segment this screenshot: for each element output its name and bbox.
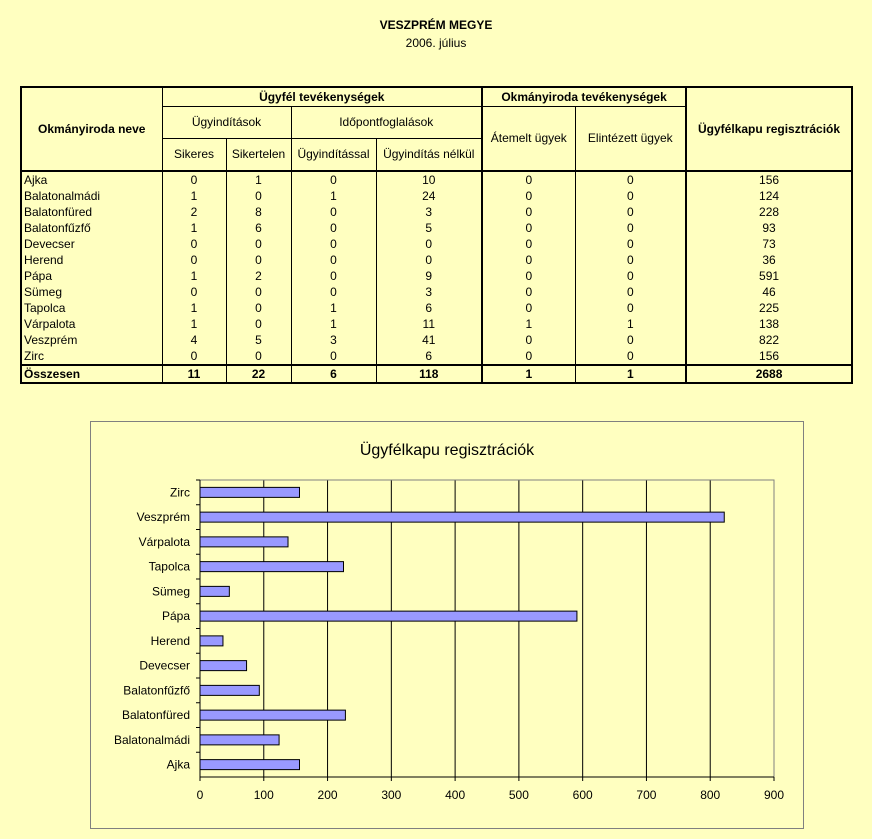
value-cell: 11 [162,365,226,383]
value-cell: 1 [162,220,226,236]
value-cell: 0 [482,348,575,365]
value-cell: 0 [575,300,686,316]
value-cell: 41 [376,332,482,348]
value-cell: 0 [482,188,575,204]
table-row [21,316,852,332]
table-row [21,268,852,284]
bar-ajka [200,760,299,770]
office-name-cell: Pápa [21,268,162,284]
value-cell: 46 [686,284,852,300]
value-cell: 0 [376,252,482,268]
plot-area [200,480,774,777]
x-tick-label: 400 [445,788,466,802]
value-cell: 0 [226,284,291,300]
header-completed: Elintézett ügyek [575,106,686,171]
bar-várpalota [200,537,288,547]
value-cell: 0 [162,236,226,252]
value-cell: 3 [376,204,482,220]
value-cell: 156 [686,348,852,365]
value-cell: 1 [162,188,226,204]
header-success: Sikeres [162,138,226,171]
x-tick-label: 100 [253,788,274,802]
x-tick-label: 300 [381,788,402,802]
value-cell: 0 [575,268,686,284]
x-tick-label: 700 [636,788,657,802]
office-name-cell: Összesen [21,365,162,383]
value-cell: 73 [686,236,852,252]
value-cell: 0 [482,300,575,316]
total-row [21,365,852,383]
value-cell: 1 [482,365,575,383]
value-cell: 822 [686,332,852,348]
value-cell: 0 [575,188,686,204]
x-tick-label: 200 [317,788,338,802]
value-cell: 6 [291,365,376,383]
value-cell: 0 [482,332,575,348]
value-cell: 0 [575,236,686,252]
bar-tapolca [200,562,344,572]
value-cell: 1 [575,316,686,332]
value-cell: 0 [226,236,291,252]
value-cell: 4 [162,332,226,348]
value-cell: 0 [482,204,575,220]
office-name-cell: Ajka [21,171,162,188]
bar-balatonfüred [200,710,345,720]
table-row [21,300,852,316]
value-cell: 0 [291,348,376,365]
value-cell: 228 [686,204,852,220]
office-name-cell: Balatonalmádi [21,188,162,204]
table-body [21,171,852,383]
page-subtitle: 2006. július [405,36,467,50]
category-label: Balatonfüred [121,708,190,723]
value-cell: 0 [482,268,575,284]
bar-veszprém [200,512,724,522]
value-cell: 0 [291,171,376,188]
value-cell: 0 [482,171,575,188]
value-cell: 0 [482,252,575,268]
office-name-cell: Várpalota [21,316,162,332]
value-cell: 1 [291,316,376,332]
value-cell: 3 [376,284,482,300]
category-label: Várpalota [138,534,190,549]
bar-balatonfűzfő [200,685,259,695]
value-cell: 22 [226,365,291,383]
header-fail: Sikertelen [226,138,291,171]
header-transferred: Átemelt ügyek [482,106,575,171]
value-cell: 0 [575,204,686,220]
value-cell: 0 [162,348,226,365]
value-cell: 124 [686,188,852,204]
value-cell: 0 [291,204,376,220]
table-row [21,204,852,220]
value-cell: 2688 [686,365,852,383]
x-tick-label: 0 [196,788,204,802]
value-cell: 0 [291,284,376,300]
bar-herend [200,636,223,646]
value-cell: 0 [162,171,226,188]
value-cell: 1 [162,268,226,284]
value-cell: 8 [226,204,291,220]
value-cell: 2 [162,204,226,220]
category-label: Pápa [161,609,190,624]
office-name-cell: Herend [21,252,162,268]
header-initiations: Ügyindítások [162,106,291,138]
table-row [21,284,852,300]
x-tick-label: 800 [700,788,721,802]
header-office-name: Okmányiroda neve [21,87,162,171]
value-cell: 0 [575,284,686,300]
bar-chart [91,422,803,828]
x-tick-label: 900 [763,788,785,802]
x-tick-label: 500 [508,788,529,802]
office-name-cell: Tapolca [21,300,162,316]
office-name-cell: Veszprém [21,332,162,348]
value-cell: 0 [575,171,686,188]
value-cell: 1 [162,316,226,332]
value-cell: 93 [686,220,852,236]
value-cell: 36 [686,252,852,268]
x-tick-label: 600 [572,788,593,802]
statistics-table [20,86,853,384]
category-label: Zirc [170,485,190,500]
value-cell: 0 [226,316,291,332]
value-cell: 1 [226,171,291,188]
category-label: Sümeg [151,584,190,599]
table-row [21,188,852,204]
table-row [21,171,852,188]
value-cell: 0 [482,236,575,252]
bar-devecser [200,661,247,671]
value-cell: 0 [291,236,376,252]
category-label: Tapolca [148,559,190,574]
value-cell: 118 [376,365,482,383]
value-cell: 0 [291,220,376,236]
value-cell: 0 [226,188,291,204]
header-portal-registrations: Ügyfélkapu regisztrációk [686,87,852,171]
header-without-init: Ügyindítás nélkül [376,138,482,171]
value-cell: 9 [376,268,482,284]
value-cell: 156 [686,171,852,188]
value-cell: 0 [291,268,376,284]
office-name-cell: Sümeg [21,284,162,300]
value-cell: 0 [162,284,226,300]
value-cell: 3 [291,332,376,348]
bar-pápa [200,611,577,621]
page-title: VESZPRÉM MEGYE [379,18,493,32]
category-label: Balatonalmádi [113,732,190,747]
header-appointments: Időpontfoglalások [291,106,482,138]
category-label: Herend [150,633,190,648]
value-cell: 0 [162,252,226,268]
category-label: Ajka [166,757,190,772]
value-cell: 225 [686,300,852,316]
value-cell: 0 [575,332,686,348]
value-cell: 138 [686,316,852,332]
header-with-init: Ügyindítással [291,138,376,171]
value-cell: 0 [226,252,291,268]
bar-sümeg [200,586,229,596]
chart-title: Ügyfélkapu regisztrációk [359,442,535,459]
table-row [21,220,852,236]
chart-area [90,421,804,829]
value-cell: 6 [226,220,291,236]
value-cell: 0 [575,252,686,268]
value-cell: 0 [226,300,291,316]
office-name-cell: Balatonfűzfő [21,220,162,236]
value-cell: 6 [376,348,482,365]
value-cell: 0 [575,220,686,236]
value-cell: 24 [376,188,482,204]
value-cell: 0 [482,220,575,236]
value-cell: 0 [291,252,376,268]
category-label: Balatonfűzfő [123,683,190,698]
category-label: Devecser [139,658,190,673]
value-cell: 1 [291,300,376,316]
bar-balatonalmádi [200,735,279,745]
value-cell: 1 [291,188,376,204]
value-cell: 1 [162,300,226,316]
value-cell: 0 [226,348,291,365]
category-label: Veszprém [136,510,190,525]
table-row [21,236,852,252]
value-cell: 10 [376,171,482,188]
value-cell: 5 [376,220,482,236]
value-cell: 11 [376,316,482,332]
table-row [21,348,852,365]
office-name-cell: Balatonfüred [21,204,162,220]
office-name-cell: Zirc [21,348,162,365]
value-cell: 0 [482,284,575,300]
value-cell: 0 [376,236,482,252]
value-cell: 2 [226,268,291,284]
office-name-cell: Devecser [21,236,162,252]
header-client-activities: Ügyfél tevékenységek [162,87,482,106]
table-row [21,252,852,268]
value-cell: 6 [376,300,482,316]
value-cell: 0 [575,348,686,365]
table-row [21,332,852,348]
bar-zirc [200,487,299,497]
header-office-activities: Okmányiroda tevékenységek [482,87,686,106]
value-cell: 5 [226,332,291,348]
value-cell: 1 [482,316,575,332]
value-cell: 591 [686,268,852,284]
value-cell: 1 [575,365,686,383]
